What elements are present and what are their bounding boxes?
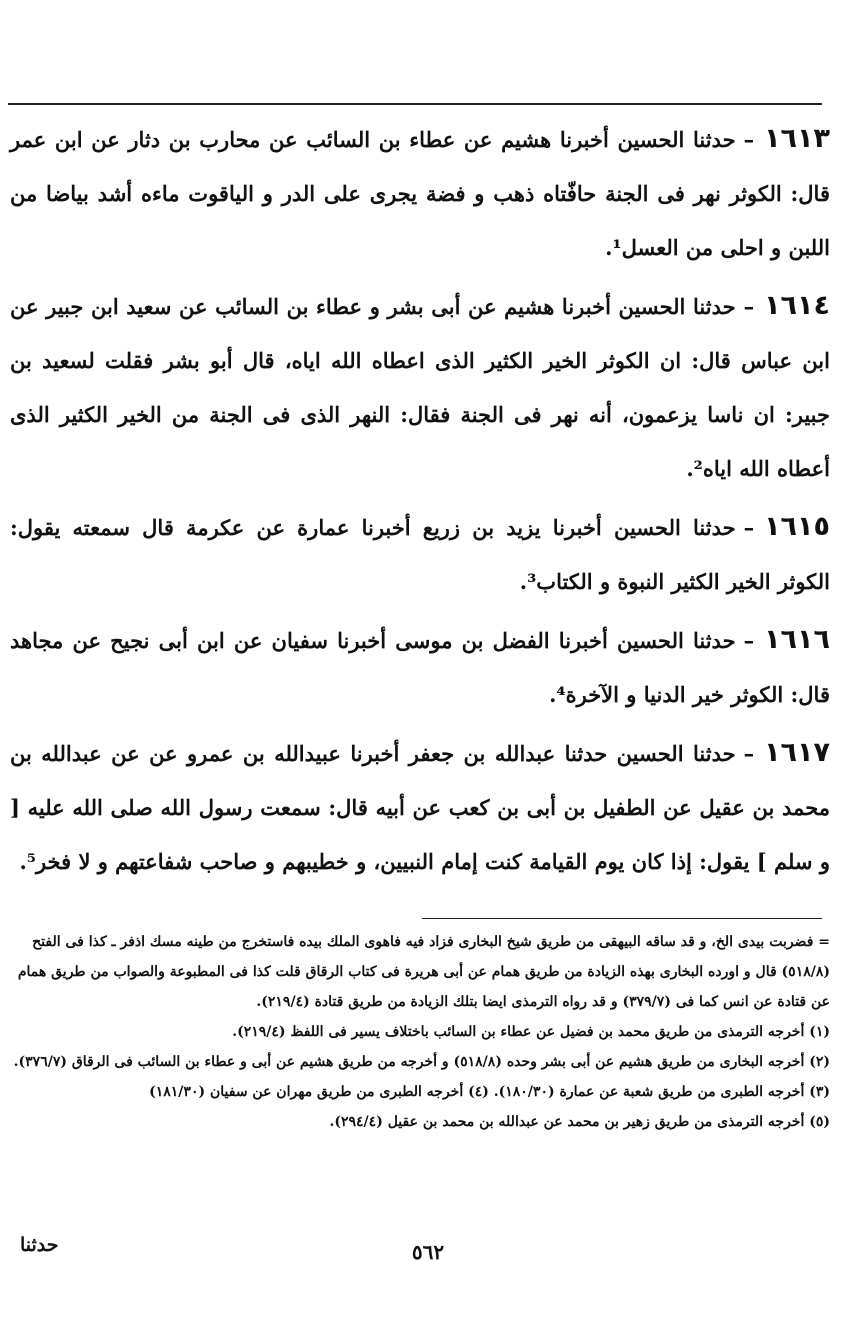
hadith-1613 xyxy=(10,112,830,275)
hadith-number: ١٦١٦ xyxy=(764,624,830,655)
top-rule xyxy=(8,103,822,105)
footnote-rule xyxy=(422,918,822,919)
dash: – xyxy=(743,741,755,766)
hadith-number: ١٦١٣ xyxy=(764,123,830,154)
catchword: حدثنا xyxy=(20,1234,59,1256)
main-text xyxy=(10,112,830,893)
footnotes xyxy=(12,927,830,1137)
hadith-text: حدثنا الحسين حدثنا عبدالله بن جعفر أخبرنا عبيدالله بن عمرو عن عن عبدالله بن محمد بن عقيل عن الطفيل بن أبى بن كعب عن أبيه قال: سمعت رسول الله صلى الله عليه [ و سلم ] يقول: إذا كان يوم القيامة كنت إمام النبيين، و خطيبهم و صاحب شفاعتهم و لا فخر⁵. xyxy=(10,741,830,874)
page-number: ٥٦٢ xyxy=(411,1240,445,1264)
hadith-1617 xyxy=(10,726,830,889)
dash: – xyxy=(743,515,755,540)
footnote-continued: = فضربت بيدى الخ، و قد ساقه البيهقى من طريق شيخ البخارى فزاد فيه فاهوى الملك بيده فاستخرج من طينه مسك اذفر ـ كذا فى الفتح (٥١٨/٨) قال و اورده البخارى بهذه الزيادة من طريق همام عن أبى هريرة فى كتاب الرقاق قلت كذا فى المطبوعة والصواب من طريق همام عن قتادة عن انس كما فى (٣٧٩/٧) و قد رواه الترمذى ايضا بتلك الزيادة من طريق قتادة (٢١٩/٤). xyxy=(17,934,830,1010)
hadith-text: حدثنا الحسين أخبرنا الفضل بن موسى أخبرنا سفيان عن ابن أبى نجيح عن مجاهد قال: الكوثر خير الدنيا و الآخرة⁴. xyxy=(10,628,830,707)
hadith-number: ١٦١٥ xyxy=(764,511,830,542)
hadith-1614 xyxy=(10,279,830,496)
footnote-2: (٢) أخرجه البخارى من طريق هشيم عن أبى بشر وحده (٥١٨/٨) و أخرجه من طريق هشيم عن أبى و عطاء بن السائب فى الرقاق (٣٧٦/٧). xyxy=(13,1054,830,1070)
hadith-number: ١٦١٤ xyxy=(764,290,830,321)
hadith-text: حدثنا الحسين أخبرنا هشيم عن أبى بشر و عطاء بن السائب عن سعيد ابن جبير عن ابن عباس قال: ان الكوثر الخير الكثير الذى اعطاه الله اياه، قال أبو بشر فقلت لسعيد بن جبير: ان ناسا يزعمون، أنه نهر فى الجنة فقال: النهر الذى فى الجنة من الخير الكثير الذى أعطاه الله اياه². xyxy=(10,294,830,481)
footnote-5: (٥) أخرجه الترمذى من طريق زهير بن محمد عن عبدالله بن محمد بن عقيل (٢٩٤/٤). xyxy=(329,1114,830,1130)
hadith-number: ١٦١٧ xyxy=(764,737,830,768)
hadith-text: حدثنا الحسين أخبرنا يزيد بن زريع أخبرنا عمارة عن عكرمة قال سمعته يقول: الكوثر الخير الكثير النبوة و الكتاب³. xyxy=(10,515,830,594)
footnote-1: (١) أخرجه الترمذى من طريق محمد بن فضيل عن عطاء بن السائب باختلاف يسير فى اللفظ (٢١٩/٤). xyxy=(232,1024,830,1040)
dash: – xyxy=(743,294,755,319)
footnote-3-4: (٣) أخرجه الطبرى من طريق شعبة عن عمارة (١٨٠/٣٠). (٤) أخرجه الطبرى من طريق مهران عن سفيان (١٨١/٣٠) xyxy=(149,1084,830,1100)
hadith-1615 xyxy=(10,500,830,609)
dash: – xyxy=(743,628,755,653)
dash: – xyxy=(743,127,755,152)
hadith-1616 xyxy=(10,613,830,722)
hadith-text: حدثنا الحسين أخبرنا هشيم عن عطاء بن السائب عن محارب بن دثار عن ابن عمر قال: الكوثر نهر فى الجنة حافّتاه ذهب و فضة يجرى على الدر و الياقوت ماءه أشد بياضا من اللبن و احلى من العسل¹. xyxy=(10,127,830,260)
